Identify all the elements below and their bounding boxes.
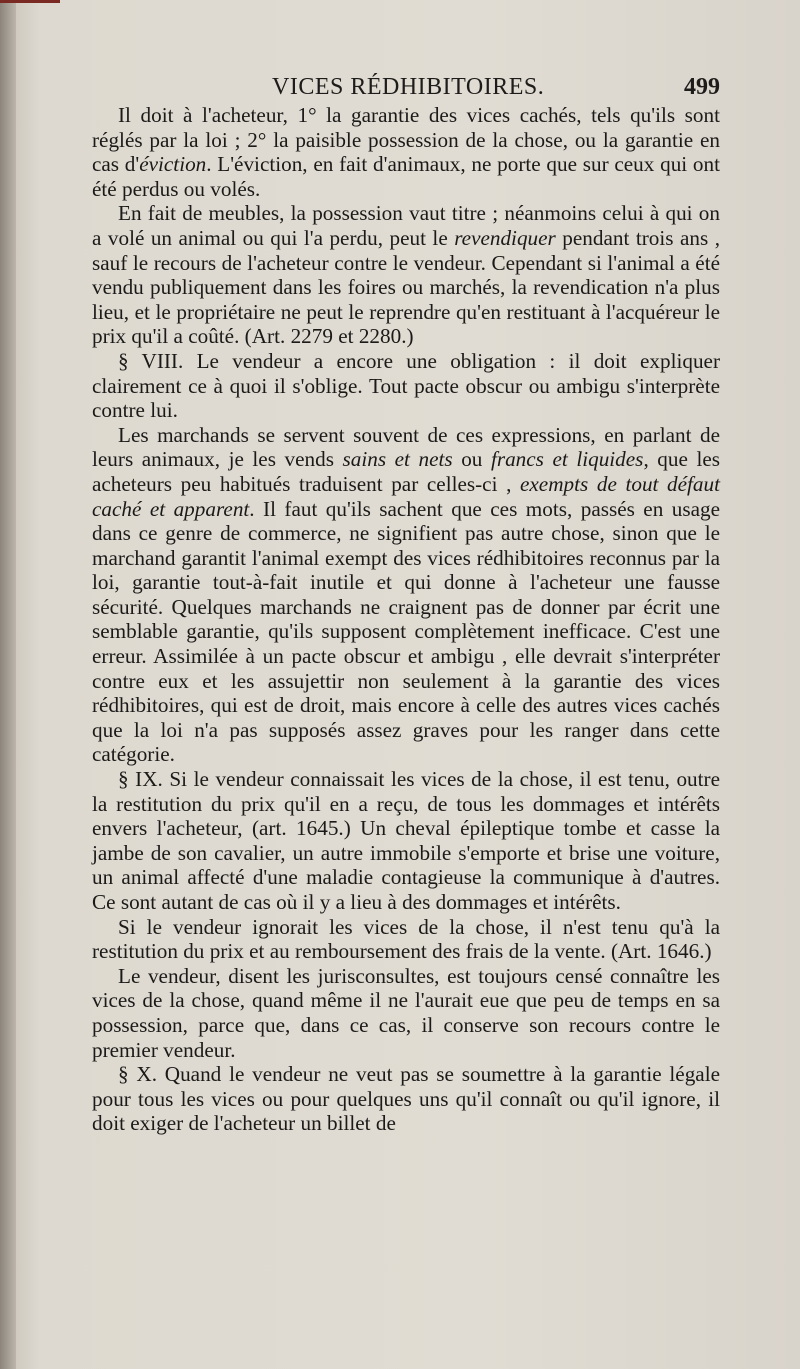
paragraph-2: En fait de meubles, la possession vaut titre ; néanmoins celui à qui on a volé un animal ou qui l'a perdu, peut le revendiquer pendant trois ans , sauf le recours de l'acheteur contre le vendeur. Cependant si l'animal a été vendu publiquement dans les foires ou marchés, la revendication n'a plus lieu, et le propriétaire ne peut le reprendre qu'en restituant à l'acquéreur le prix qu'il a coûté. (Art. 2279 et 2280.)	[92, 201, 720, 349]
paragraph-5: § IX. Si le vendeur connaissait les vices de la chose, il est tenu, outre la restitution du prix qu'il en a reçu, de tous les dommages et intérêts envers l'acheteur, (art. 1645.) Un cheval épileptique tombe et casse la jambe de son cavalier, un autre immobile s'emporte et brise une voiture, un animal affecté d'une maladie contagieuse la communique à d'autres. Ce sont autant de cas où il y a lieu à des dommages et intérêts.	[92, 767, 720, 914]
paragraph-4: Les marchands se servent souvent de ces expressions, en parlant de leurs animaux, je les vends sains et nets ou francs et liquides, que les acheteurs peu habitués traduisent par celles-ci , exempts de tout défaut caché et apparent. Il faut qu'ils sachent que ces mots, passés en usage dans ce genre de commerce, ne signifient pas autre chose, sinon que le marchand garantit l'animal exempt des vices rédhibitoires reconnus par la loi, garantie tout-à-fait inutile et qui donne à l'acheteur une fausse sécurité. Quelques marchands ne craignent pas de donner par écrit une semblable garantie, qu'ils supposent complètement inefficace. C'est une erreur. Assimilée à un pacte obscur et ambigu , elle devrait s'interpréter contre eux et les assujettir non seulement à la garantie des vices rédhibitoires, qui est de droit, mais encore à celle des autres vices cachés que la loi n'a pas supposés assez graves pour les ranger dans cette catégorie.	[92, 422, 721, 767]
page-number: 499	[684, 74, 720, 100]
page-header	[92, 74, 720, 104]
paragraph-1: Il doit à l'acheteur, 1° la garantie des vices cachés, tels qu'ils sont réglés par la loi ; 2° la paisible possession de la chose, ou la garantie en cas d'éviction. L'éviction, en fait d'animaux, ne porte que sur ceux qui ont été perdus ou volés.	[92, 103, 720, 201]
body-text	[92, 103, 720, 1136]
paragraph-3: § VIII. Le vendeur a encore une obligation : il doit expliquer clairement ce à quoi il s'oblige. Tout pacte obscur ou ambigu s'interprète contre lui.	[92, 348, 720, 423]
paragraph-6: Si le vendeur ignorait les vices de la chose, il n'est tenu qu'à la restitution du prix et au remboursement des frais de la vente. (Art. 1646.)	[92, 914, 720, 964]
running-title: VICES RÉDHIBITOIRES.	[272, 74, 545, 100]
paragraph-8: § X. Quand le vendeur ne veut pas se soumettre à la garantie légale pour tous les vices ou pour quelques uns qu'il connaît ou qu'il ignore, il doit exiger de l'acheteur un billet de	[92, 1062, 720, 1136]
paragraph-7: Le vendeur, disent les jurisconsultes, est toujours censé connaître les vices de la chose, quand même il ne l'aurait eue que peu de temps en sa possession, parce que, dans ce cas, il conserve son recours contre le premier vendeur.	[92, 963, 720, 1062]
corner-mark	[0, 0, 60, 3]
page-binding-edge	[0, 0, 16, 1369]
